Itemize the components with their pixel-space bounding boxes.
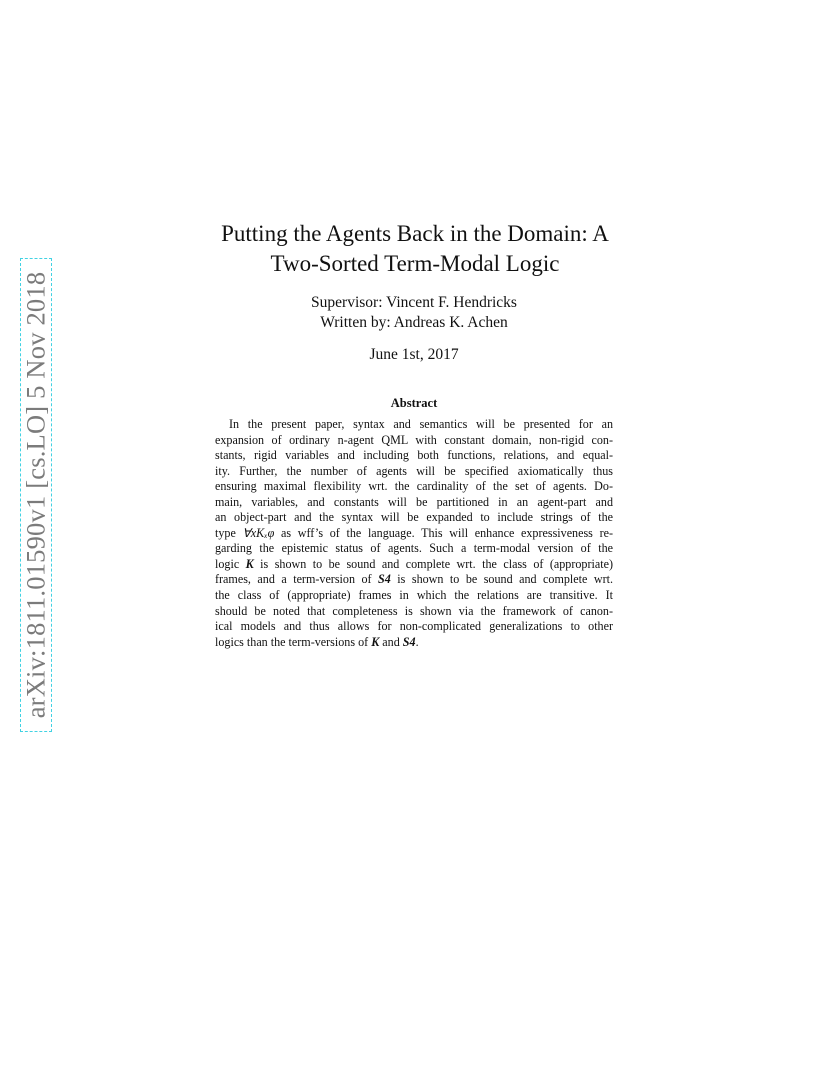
text-fragment: as wff’s of the language. This will enhance expressiveness re-: [274, 525, 613, 540]
abstract-heading: Abstract: [390, 396, 438, 410]
abstract-line: should be noted that completeness is shown via the framework of canon-: [215, 603, 613, 618]
formula: ∀xKₓφ: [242, 525, 275, 540]
abstract-line: [215, 635, 613, 651]
logic-k: K: [371, 634, 380, 649]
abstract-body: [215, 417, 613, 650]
abstract-line: garding the epistemic status of agents. Such a term-modal version of the: [215, 541, 613, 556]
text-fragment: frames, and a term-version of: [215, 572, 379, 587]
abstract-line: [215, 557, 613, 573]
text-fragment: and: [379, 634, 403, 649]
text-fragment: is shown to be sound and complete wrt. the class of (appropriate): [253, 556, 613, 571]
arxiv-id: arXiv:1811.01590v1 [cs.LO] 5 Nov 2018: [20, 271, 51, 719]
abstract-line: ity. Further, the number of agents will be specified axiomatically thus: [215, 463, 613, 478]
abstract-line: stants, rigid variables and including both functions, relations, and equal-: [215, 448, 613, 463]
abstract-line: main, variables, and constants will be partitioned in an agent-part and: [215, 494, 613, 509]
abstract-line: expansion of ordinary n-agent QML with constant domain, non-rigid con-: [215, 432, 613, 447]
paper-title: [180, 219, 650, 279]
abstract-line: [215, 572, 613, 588]
text-fragment: logic: [215, 556, 246, 571]
abstract-line: In the present paper, syntax and semantics will be presented for an: [229, 417, 613, 431]
arxiv-stamp: [20, 258, 52, 732]
text-fragment: is shown to be sound and complete wrt.: [390, 572, 613, 587]
abstract-line: [215, 526, 613, 542]
abstract-line: an object-part and the syntax will be expanded to include strings of the: [215, 510, 613, 525]
abstract-line: ical models and thus allows for non-complicated generalizations to other: [215, 619, 613, 634]
abstract-line: the class of (appropriate) frames in which the relations are transitive. It: [215, 588, 613, 603]
logic-s4: S4: [402, 634, 416, 649]
logic-s4: S4: [378, 572, 391, 587]
abstract-line: ensuring maximal flexibility wrt. the cardinality of the set of agents. Do-: [215, 479, 613, 494]
title-line-2: Two-Sorted Term-Modal Logic: [270, 251, 560, 276]
text-fragment: .: [415, 634, 419, 649]
text-fragment: type: [215, 525, 243, 540]
author: Written by: Andreas K. Achen: [320, 314, 508, 331]
supervisor: Supervisor: Vincent F. Hendricks: [311, 294, 517, 311]
date: June 1st, 2017: [369, 346, 459, 363]
title-line-1: Putting the Agents Back in the Domain: A: [221, 221, 609, 246]
logic-k: K: [245, 556, 254, 571]
text-fragment: logics than the term-versions of: [215, 634, 372, 649]
author-block: [228, 293, 600, 333]
